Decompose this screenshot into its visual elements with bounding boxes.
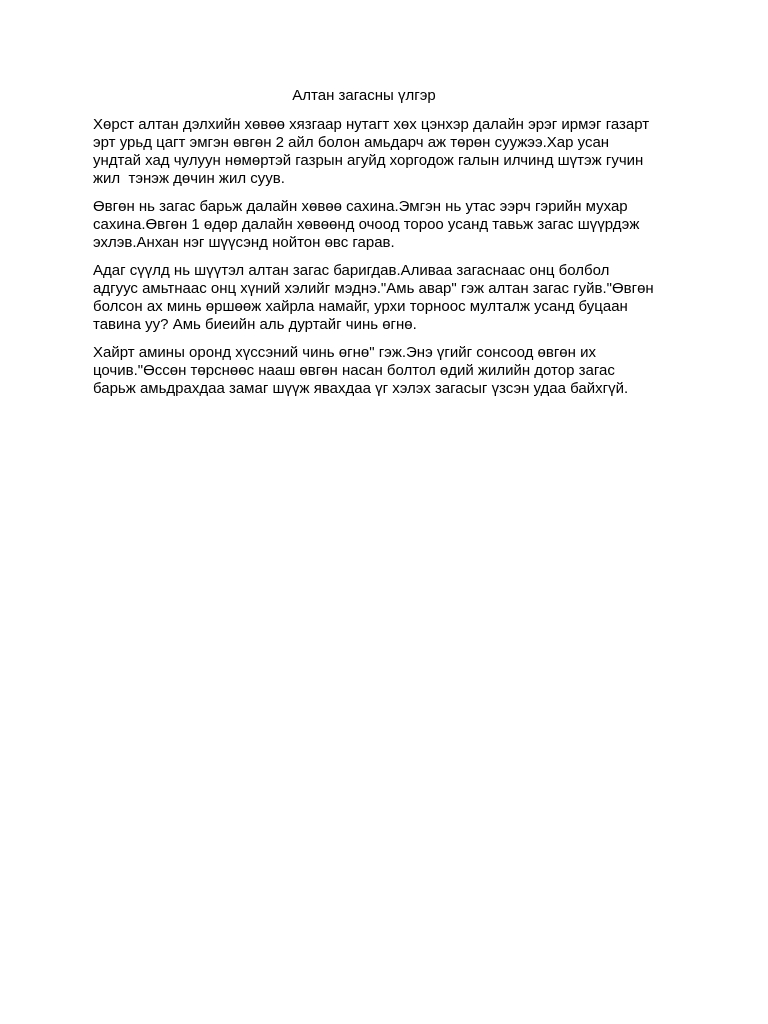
- text-line: тавина уу? Амь биеийн аль дуртайг чинь өгнө.: [93, 316, 417, 333]
- paragraph-1: [93, 116, 683, 188]
- text-line: Хайрт амины оронд хүссэний чинь өгнө" гэж.Энэ үгийг сонсоод өвгөн их: [93, 344, 596, 361]
- text-line: адгуус амьтнаас онц хүний хэлийг мэднэ."Амь авар" гэж алтан загас гуйв."Өвгөн: [93, 280, 654, 297]
- text-line: эрт урьд цагт эмгэн өвгөн 2 айл болон амьдарч аж төрөн суужээ.Хар усан: [93, 134, 610, 151]
- text-line: Өвгөн нь загас барьж далайн хөвөө сахина.Эмгэн нь утас ээрч гэрийн мухар: [93, 198, 628, 215]
- text-line: болсон ах минь өршөөж хайрла намайг, урхи торноос мулталж усанд буцаан: [93, 298, 628, 315]
- text-line: Хөрст алтан дэлхийн хөвөө хязгаар нутагт хөх цэнхэр далайн эрэг ирмэг газарт: [93, 116, 650, 133]
- text-line: ундтай хад чулуун нөмөртэй газрын агуйд хоргодож галын илчинд шүтэж гучин: [93, 152, 644, 169]
- text-line: эхлэв.Анхан нэг шүүсэнд нойтон өвс гарав.: [93, 234, 395, 251]
- text-line: Адаг сүүлд нь шүүтэл алтан загас баригдав.Аливаа загаснаас онц болбол: [93, 262, 610, 279]
- text-line: барьж амьдрахдаа замаг шүүж явахдаа үг хэлэх загасыг үзсэн удаа байхгүй.: [93, 380, 629, 397]
- text-line: сахина.Өвгөн 1 өдөр далайн хөвөөнд очоод тороо усанд тавьж загас шүүрдэж: [93, 216, 640, 233]
- document-title: Алтан загасны үлгэр: [292, 87, 436, 104]
- paragraph-2: [93, 198, 683, 252]
- document-body: [93, 116, 683, 408]
- paragraph-3: [93, 262, 683, 334]
- text-line: цочив."Өссөн төрснөөс нааш өвгөн насан болтол өдий жилийн дотор загас: [93, 362, 615, 379]
- text-line: жил тэнэж дөчин жил суув.: [93, 170, 285, 187]
- paragraph-4: [93, 344, 683, 398]
